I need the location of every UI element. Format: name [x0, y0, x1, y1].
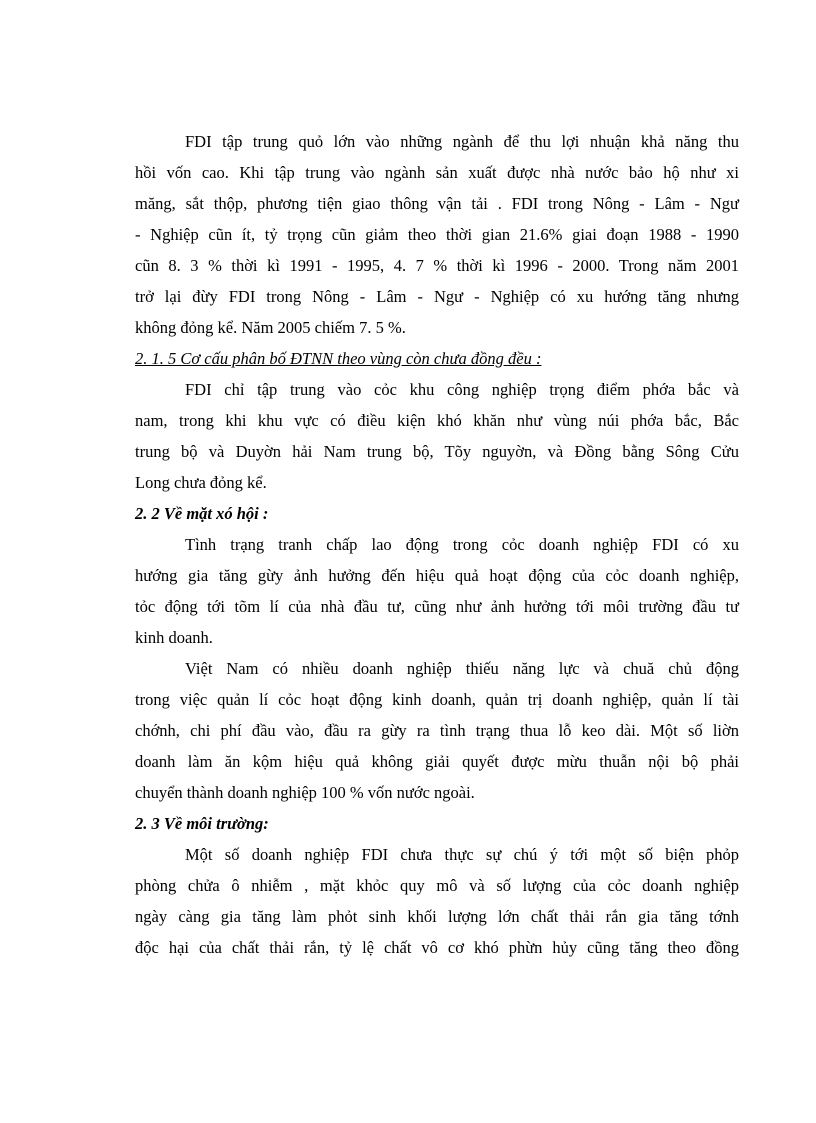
text-line: măng, sắt thộp, phương tiện giao thông vận tải . FDI trong Nông - Lâm - Ngư — [135, 194, 739, 213]
text-line: trở lại đừy FDI trong Nông - Lâm - Ngư - Nghiệp có xu hướng tăng nhưng — [135, 287, 739, 306]
section-heading-2-2: 2. 2 Về mặt xó hội : — [135, 504, 269, 523]
text-line: Long chưa đỏng kể. — [135, 473, 267, 492]
text-line: ngày càng gia tăng làm phỏt sinh khối lượng lớn chất thải rắn gia tăng tớnh — [135, 907, 739, 926]
text-line: - Nghiệp cũn ít, tỷ trọng cũn giảm theo thời gian 21.6% giai đoạn 1988 - 1990 — [135, 225, 739, 244]
paragraph-environment — [135, 839, 739, 963]
text-line: Việt Nam có nhiều doanh nghiệp thiếu năng lực và chuă chủ động — [185, 659, 739, 678]
text-line: phòng chửa ô nhiễm , mặt khỏc quy mô và số lượng của cỏc doanh nghiệp — [135, 876, 739, 895]
text-line: FDI chỉ tập trung vào cỏc khu công nghiệp trọng điểm phớa bắc và — [185, 380, 739, 399]
paragraph-regions — [135, 374, 739, 498]
text-line: nam, trong khi khu vực có điều kiện khó khăn như vùng núi phớa bắc, Bắc — [135, 411, 739, 430]
text-line: kinh doanh. — [135, 628, 213, 647]
text-line: hồi vốn cao. Khi tập trung vào ngành sản xuất được nhà nước bảo hộ như xi — [135, 163, 739, 182]
document-page — [135, 126, 739, 963]
text-line: tỏc động tới tõm lí của nhà đầu tư, cũng như ảnh hưởng tới môi trường đầu tư — [135, 597, 739, 616]
section-heading-2-1-5: 2. 1. 5 Cơ cấu phân bố ĐTNN theo vùng còn chưa đồng đều : — [135, 349, 542, 368]
text-line: chuyển thành doanh nghiệp 100 % vốn nước ngoài. — [135, 783, 475, 802]
text-line: trung bộ và Duyờn hải Nam trung bộ, Tõy nguyờn, và Đồng bằng Sông Cửu — [135, 442, 739, 461]
text-line: cũn 8. 3 % thời kì 1991 - 1995, 4. 7 % thời kì 1996 - 2000. Trong năm 2001 — [135, 256, 739, 275]
text-line: FDI tập trung quỏ lớn vào những ngành để thu lợi nhuận khả năng thu — [185, 132, 739, 151]
paragraph-fdi-industries — [135, 126, 739, 343]
paragraph-social-disputes — [135, 529, 739, 653]
paragraph-social-capacity — [135, 653, 739, 808]
section-heading-2-3: 2. 3 Về môi trường: — [135, 814, 269, 833]
text-line: trong việc quản lí cỏc hoạt động kinh doanh, quản trị doanh nghiệp, quản lí tài — [135, 690, 739, 709]
text-line: độc hại của chất thải rắn, tỷ lệ chất vô cơ khó phừn hủy cũng tăng theo đồng — [135, 938, 739, 957]
text-line: doanh làm ăn kộm hiệu quả không giải quyết được mừu thuẫn nội bộ phải — [135, 752, 739, 771]
text-line: Một số doanh nghiệp FDI chưa thực sự chú ý tới một số biện phỏp — [185, 845, 739, 864]
text-line: không đỏng kể. Năm 2005 chiếm 7. 5 %. — [135, 318, 406, 337]
text-line: Tình trạng tranh chấp lao động trong cỏc doanh nghiệp FDI có xu — [185, 535, 739, 554]
text-line: chớnh, chi phí đầu vào, đầu ra gừy ra tình trạng thua lỗ keo dài. Một số liờn — [135, 721, 739, 740]
text-line: hướng gia tăng gừy ảnh hưởng đến hiệu quả hoạt động của cỏc doanh nghiệp, — [135, 566, 739, 585]
